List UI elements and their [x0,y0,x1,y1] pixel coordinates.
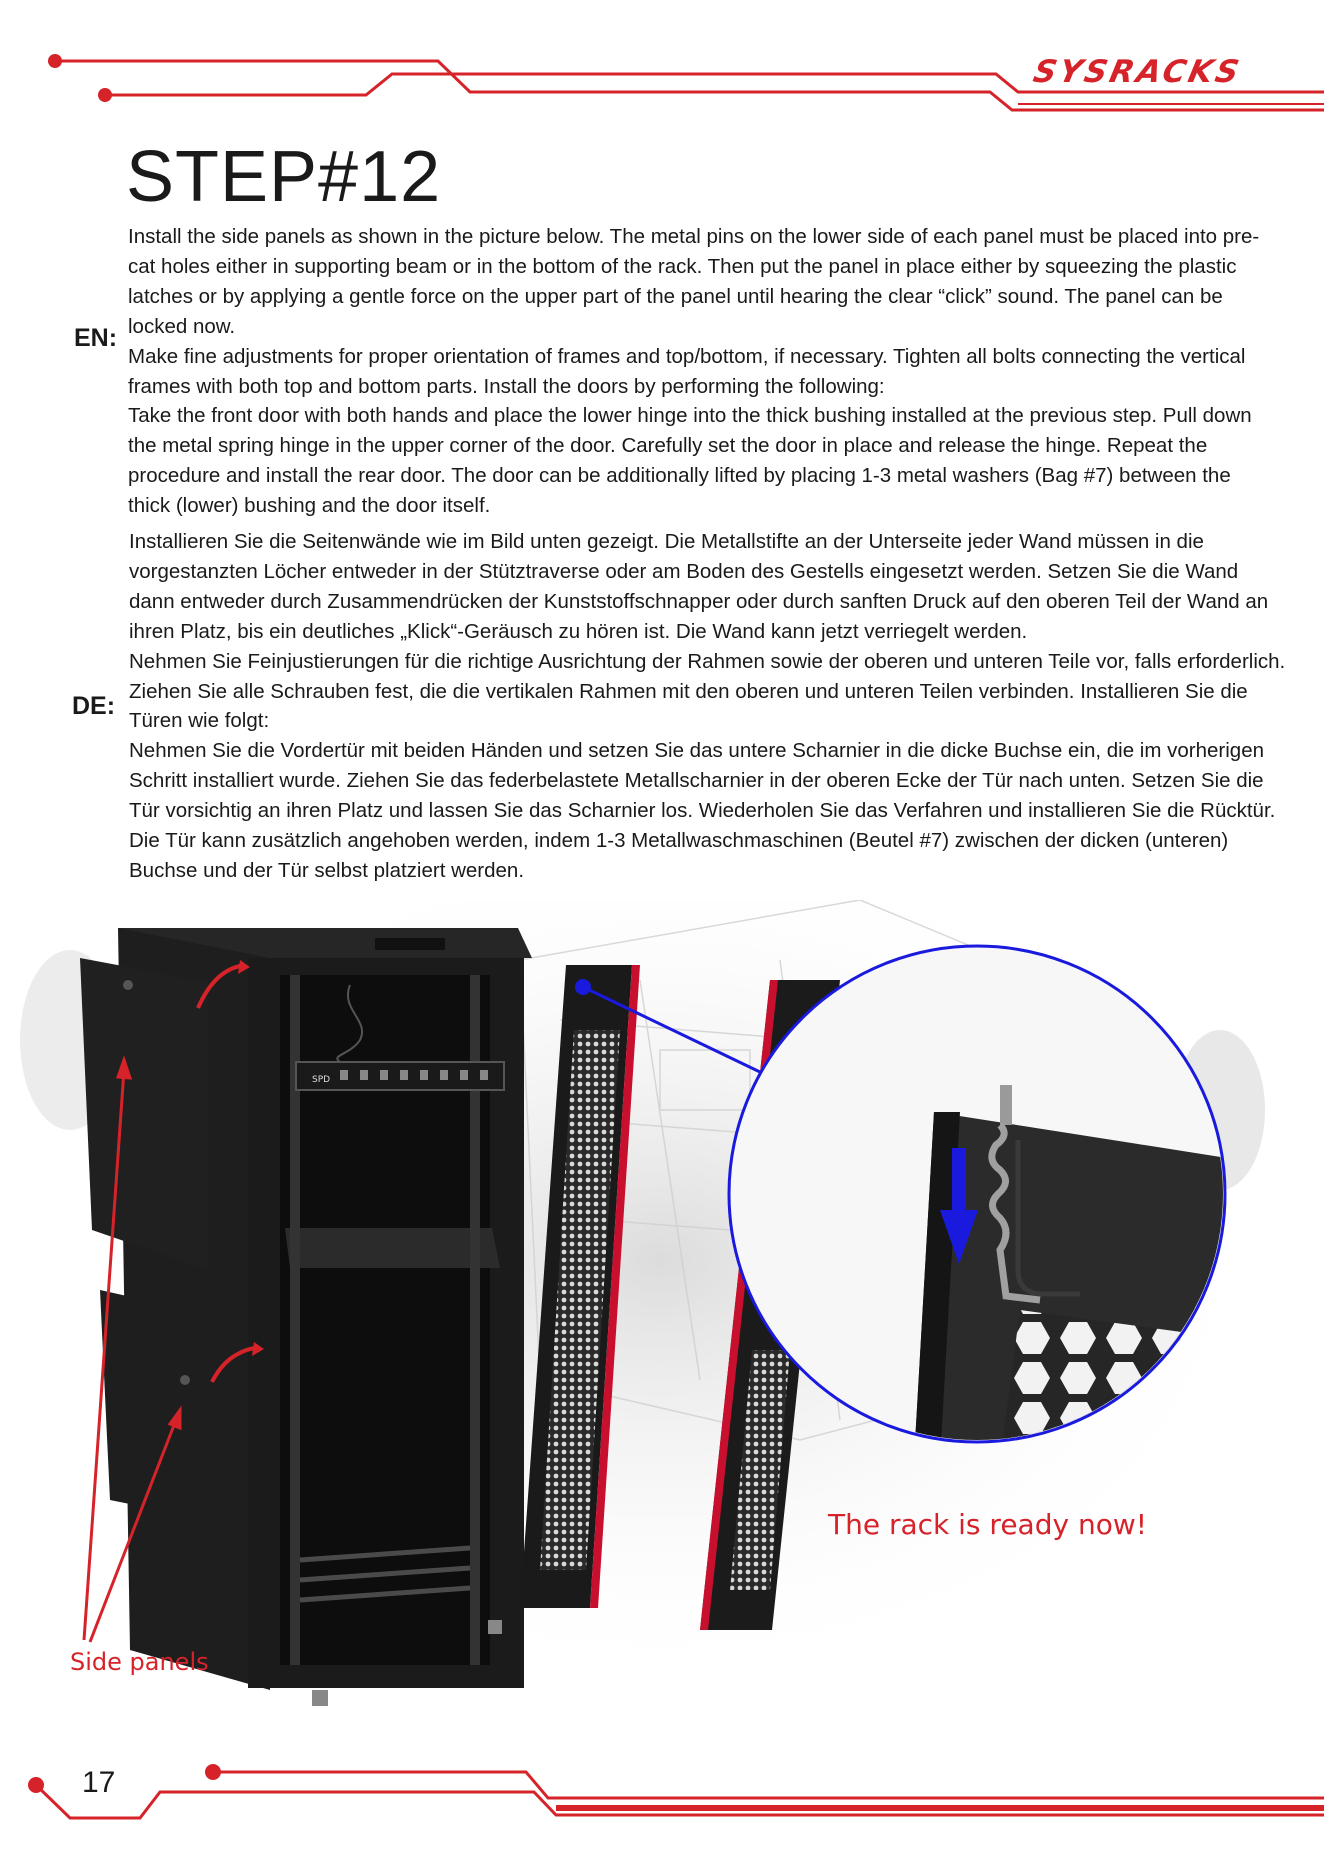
brand-logo: SYSRACKS [1030,54,1245,90]
pdu-label: SPD [312,1075,331,1085]
language-label-en: EN: [74,324,118,352]
instruction-paragraph: Nehmen Sie die Vordertür mit beiden Händen und setzen Sie das untere Scharnier in die dicke Buchse ein, die im vorherigen Schritt installiert wurde. Ziehen Sie das federbelastete Metallscharnier in der oberen Ecke der Tür nach unten. Setzen Sie die Tür vorsichtig an ihren Platz und lassen Sie das Scharnier los. Wiederholen Sie das Verfahren und installieren Sie die Rücktür. Die Tür kann zusätzlich angehoben werden, indem 1-3 Metallwaschmaschinen (Beutel #7) zwischen der dicken (unteren) Buchse und der Tür selbst platziert werden. [129,739,1276,882]
instruction-paragraph: Take the front door with both hands and place the lower hinge into the thick bushing installed at the previous step. Pull down the metal spring hinge in the upper corner of the door. Carefully set the door in place and release the hinge. Repeat the procedure and install the rear door. The door can be additionally lifted by placing 1-3 metal washers (Bag #7) between the thick (lower) bushing and the door itself. [128,404,1252,518]
instruction-paragraph: Install the side panels as shown in the picture below. The metal pins on the lower side of each panel must be placed into pre-cat holes either in supporting beam or in the bottom of the rack. Then put the panel in place either by squeezing the plastic latches or by applying a gentle force on the upper part of the panel until hearing the clear “click” sound. The panel can be locked now. [128,225,1260,338]
instructions-en [128,222,1278,521]
side-panel-lower [100,1290,208,1520]
side-panels-caption: Side panels [70,1648,209,1676]
instruction-paragraph: Make fine adjustments for proper orientation of frames and top/bottom, if necessary. Tighten all bolts connecting the vertical frames with both top and bottom parts. Install the doors by performing the following: [128,344,1246,398]
language-label-de: DE: [72,692,116,720]
page-number: 17 [82,1766,116,1799]
side-panel-upper [80,958,208,1270]
ready-caption: The rack is ready now! [828,1508,1147,1541]
footer-line-art [28,1764,1324,1818]
rack-illustration [0,900,1324,1760]
instructions-de [129,527,1289,886]
instruction-paragraph: Nehmen Sie Feinjustierungen für die richtige Ausrichtung der Rahmen sowie der oberen und unteren Teile vor, falls erforderlich. Ziehen Sie alle Schrauben fest, die die vertikalen Rahmen mit den oberen und unteren Teilen verbinden. Installieren Sie die Türen wie folgt: [129,649,1286,733]
instruction-paragraph: Installieren Sie die Seitenwände wie im Bild unten gezeigt. Die Metallstifte an der Unterseite jeder Wand müssen in die vorgestanzten Löcher entweder in der Stütztraverse oder am Boden des Gestells eingesetzt werden. Setzen Sie die Wand dann entweder durch Zusammendrücken der Kunststoffschnapper oder durch sanften Druck auf den oberen Teil der Wand an ihren Platz, bis ein deutliches „Klick“-Geräusch zu hören ist. Die Wand kann jetzt verriegelt werden. [129,530,1269,643]
page-title: STEP#12 [126,137,442,217]
